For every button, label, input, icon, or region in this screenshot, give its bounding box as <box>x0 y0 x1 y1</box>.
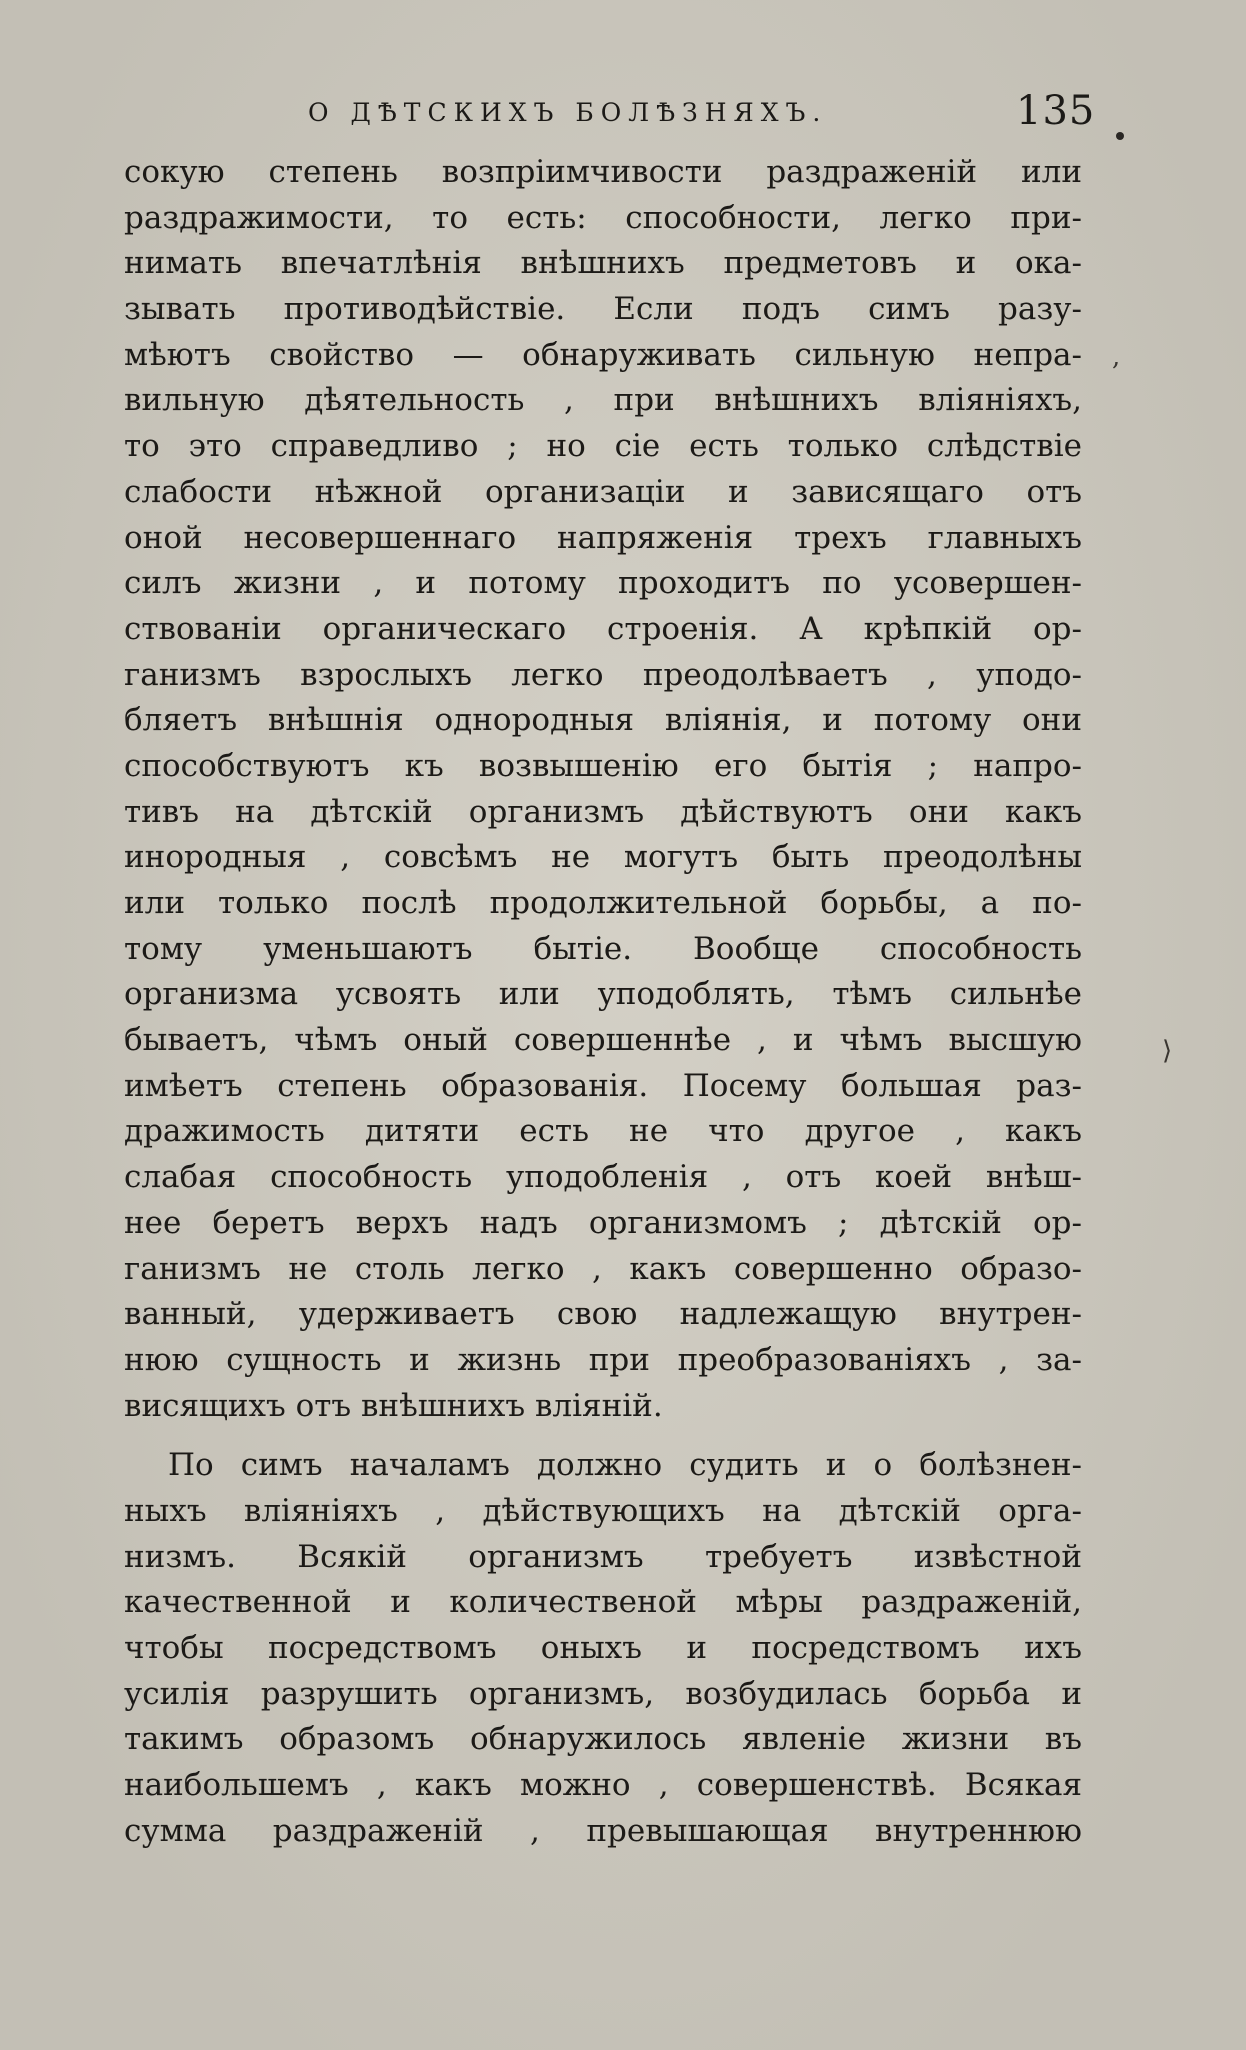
text-line: нимать впечатлѣнія внѣшнихъ предметовъ и ока- <box>124 245 1082 282</box>
margin-ink-mark: ⟩ <box>1162 1036 1173 1066</box>
text-line: усилія разрушить организмъ, возбудилась борьба и <box>124 1675 1082 1712</box>
text-line: сумма раздраженій , превышающая внутреннюю <box>124 1812 1082 1849</box>
running-title: О ДѢТСКИХЪ БОЛѢЗНЯХЪ. <box>308 98 828 127</box>
text-line: дражимость дитяти есть не что другое , какъ <box>124 1113 1082 1150</box>
text-line: нее беретъ верхъ надъ организмомъ ; дѣтскій ор- <box>124 1204 1082 1241</box>
main-text <box>124 150 1082 1854</box>
text-line: ванный, удерживаетъ свою надлежащую внутрен- <box>124 1296 1082 1333</box>
text-line: вильную дѣятельность , при внѣшнихъ вліяніяхъ, <box>124 382 1082 419</box>
running-head <box>300 88 1100 138</box>
margin-ink-mark: , <box>1112 342 1121 372</box>
text-line: сокую степень возпріимчивости раздраженій или <box>124 154 1082 190</box>
text-line: или только послѣ продолжительной борьбы, а по- <box>124 885 1082 921</box>
ink-dot-mark <box>1116 132 1124 140</box>
paragraph <box>124 150 1082 1429</box>
text-line: оной несовершеннаго напряженія трехъ главныхъ <box>124 519 1082 556</box>
text-line: то это справедливо ; но сіе есть только слѣдствіе <box>124 428 1082 465</box>
text-line: зывать противодѣйствіе. Если подъ симъ разу- <box>124 291 1082 328</box>
text-line: По симъ началамъ должно судить и о болѣзнен- <box>168 1447 1082 1484</box>
text-line: тивъ на дѣтскій организмъ дѣйствуютъ они какъ <box>124 793 1082 830</box>
text-line: слабая способность уподобленія , отъ коей внѣш- <box>124 1159 1082 1196</box>
text-line: чтобы посредствомъ оныхъ и посредствомъ ихъ <box>124 1630 1082 1666</box>
text-line: мѣютъ свойство — обнаруживать сильную непра- <box>124 336 1082 373</box>
page-number: 135 <box>1016 88 1096 134</box>
text-line: такимъ образомъ обнаружилось явленіе жизни въ <box>124 1721 1082 1758</box>
text-line: качественной и количественой мѣры раздраженій, <box>124 1584 1082 1621</box>
text-line: низмъ. Всякій организмъ требуетъ извѣстной <box>124 1538 1082 1575</box>
text-line: имѣетъ степень образованія. Посему большая раз- <box>124 1067 1082 1104</box>
text-line: организма усвоять или уподоблять, тѣмъ сильнѣе <box>124 976 1082 1013</box>
text-line: ныхъ вліяніяхъ , дѣйствующихъ на дѣтскій орга- <box>124 1492 1082 1529</box>
text-line: ганизмъ взрослыхъ легко преодолѣваетъ , уподо- <box>124 656 1082 693</box>
text-line: раздражимости, то есть: способности, легко при- <box>124 199 1082 236</box>
text-line: инородныя , совсѣмъ не могутъ быть преодолѣны <box>124 839 1082 876</box>
text-line: висящихъ отъ внѣшнихъ вліяній. <box>124 1387 663 1424</box>
text-line: способствуютъ къ возвышенію его бытія ; напро- <box>124 747 1082 784</box>
text-line: ствованіи органическаго строенія. А крѣпкій ор- <box>124 610 1082 647</box>
text-line: нюю сущность и жизнь при преобразованіяхъ , за- <box>124 1341 1082 1378</box>
text-line: наибольшемъ , какъ можно , совершенствѣ. Всякая <box>124 1767 1082 1804</box>
text-line: ганизмъ не столь легко , какъ совершенно образо- <box>124 1250 1082 1287</box>
text-line: тому уменьшаютъ бытіе. Вообще способность <box>124 930 1082 967</box>
text-line: слабости нѣжной организаціи и зависящаго отъ <box>124 473 1082 510</box>
paragraph <box>124 1443 1082 1854</box>
text-line: бляетъ внѣшнія однородныя вліянія, и потому они <box>124 702 1082 739</box>
text-line: бываетъ, чѣмъ оный совершеннѣе , и чѣмъ высшую <box>124 1022 1082 1059</box>
text-line: силъ жизни , и потому проходитъ по усовершен- <box>124 565 1082 602</box>
